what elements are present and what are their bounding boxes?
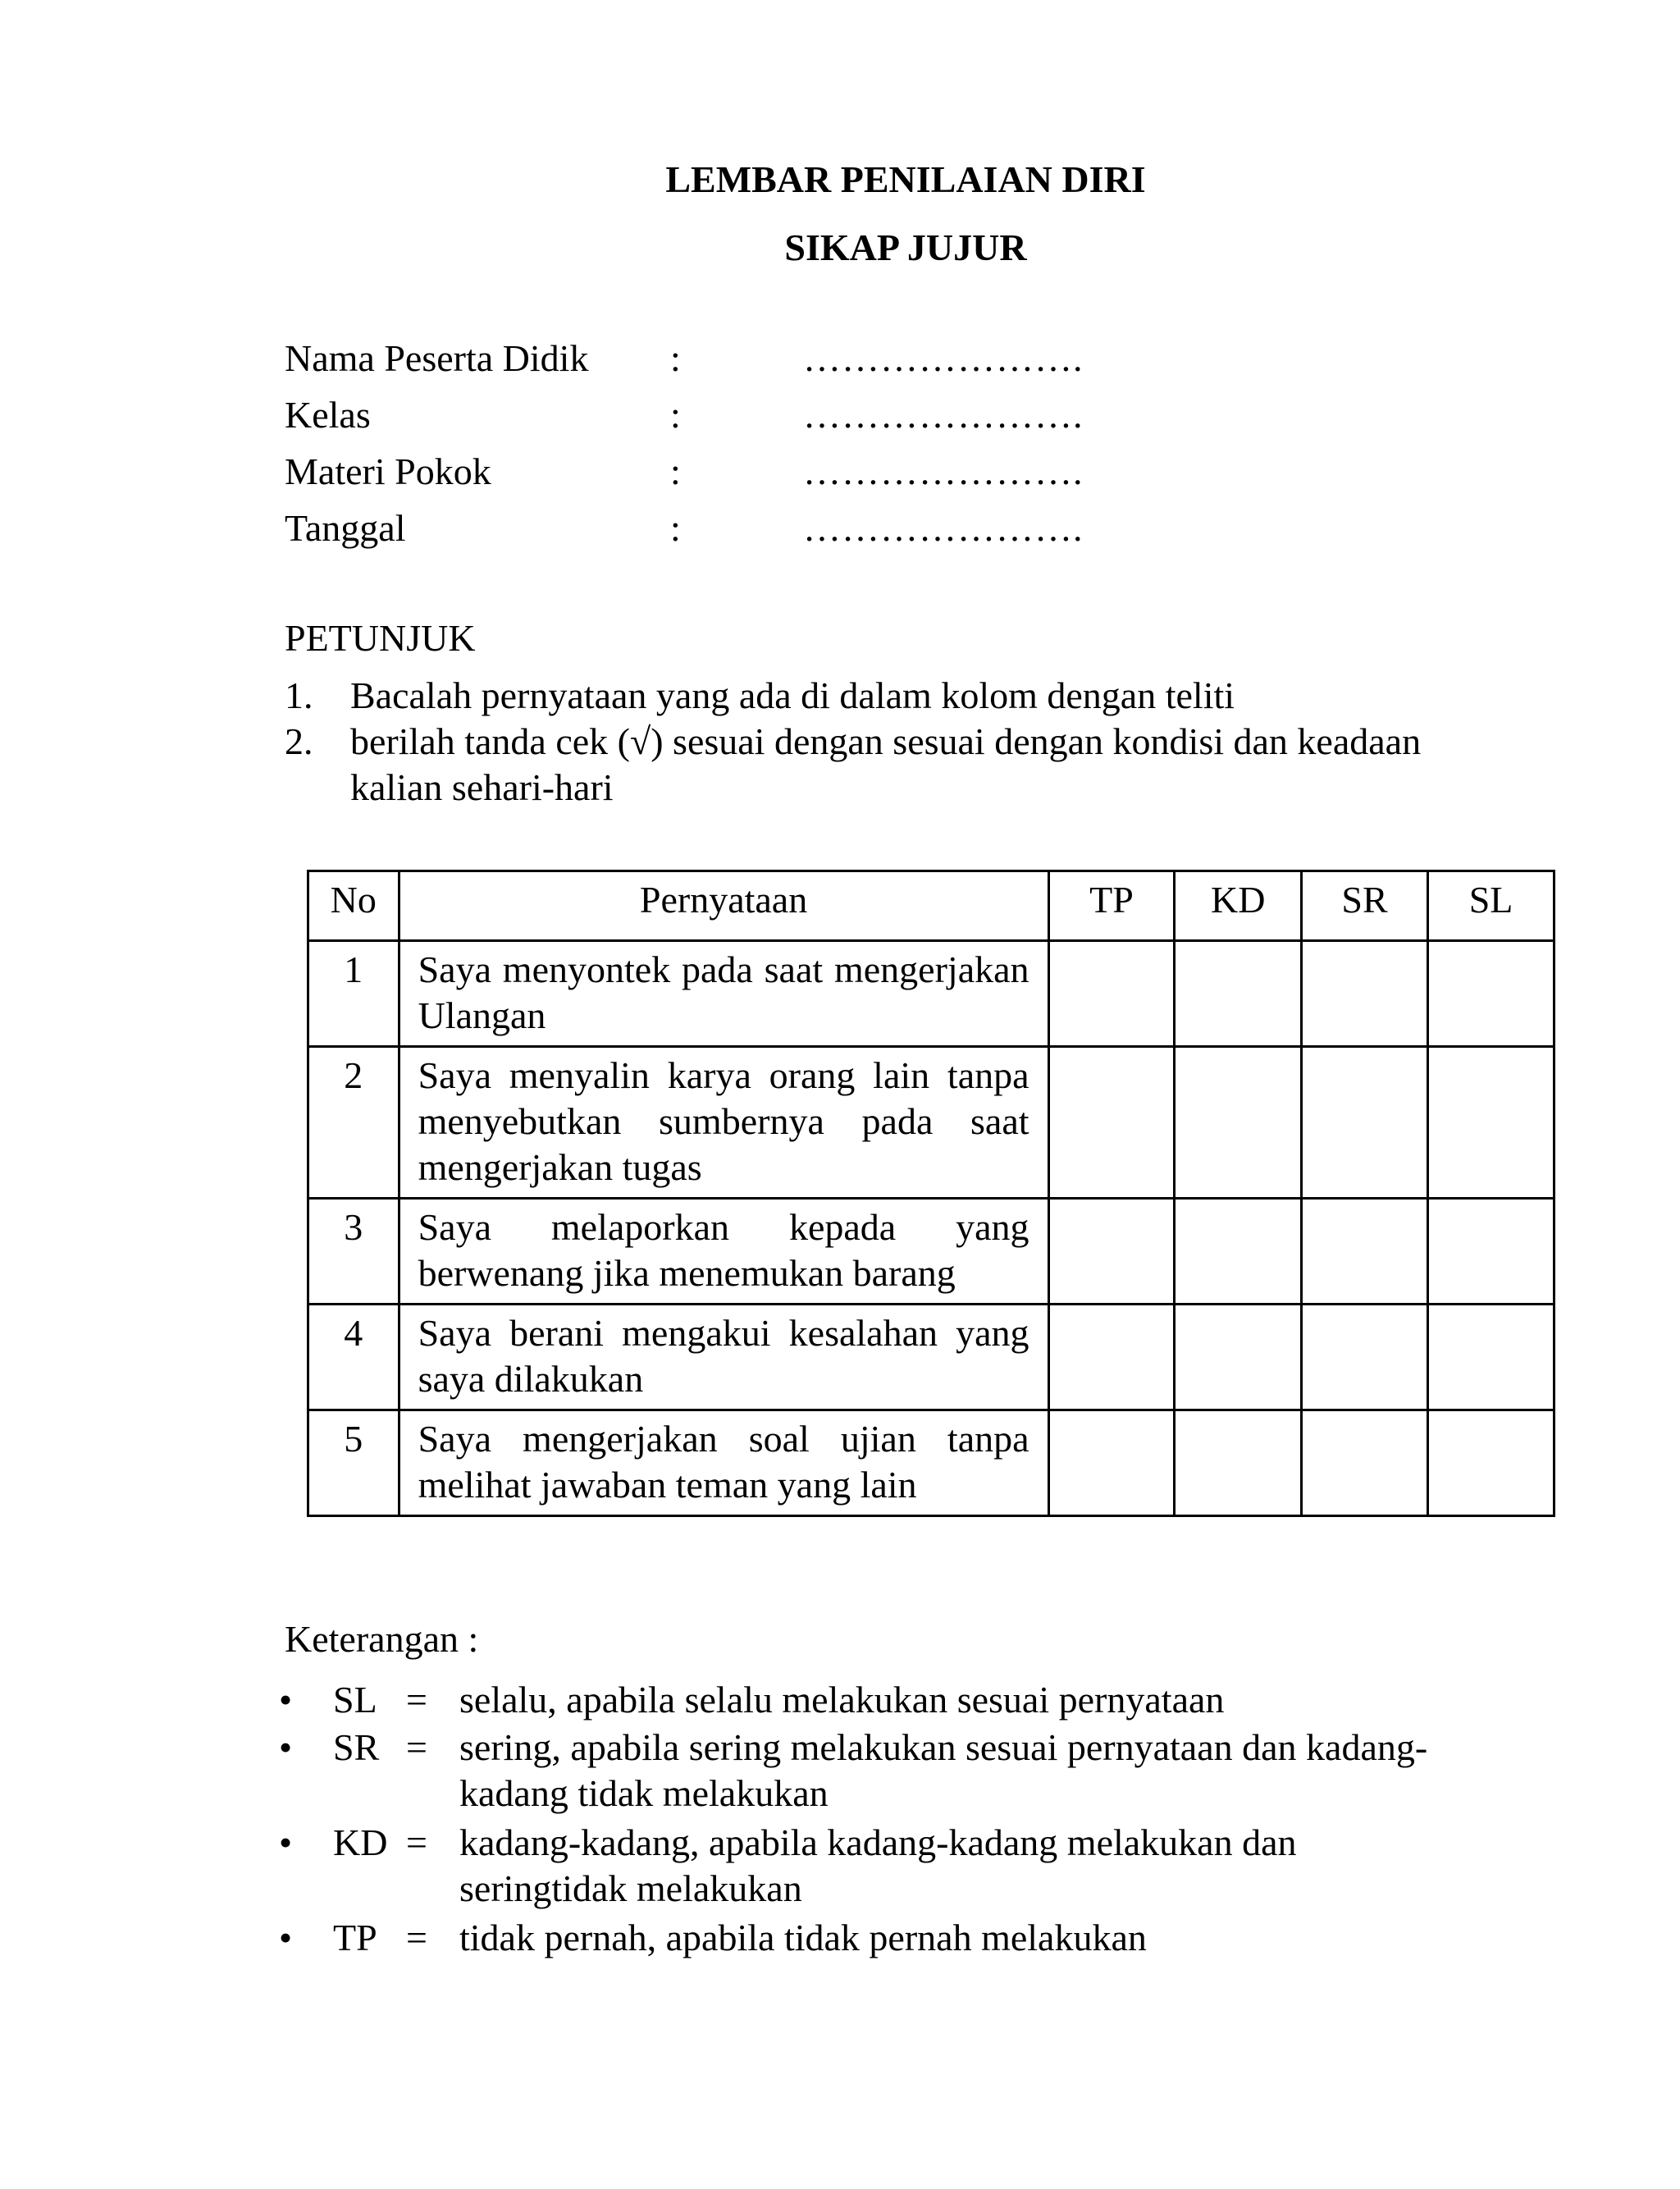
info-value-placeholder: …………………. <box>803 337 1084 379</box>
info-label: Tanggal <box>285 507 406 549</box>
table-header-row <box>308 871 1554 941</box>
check-cell-sl[interactable] <box>1428 1410 1554 1516</box>
legend-description: tidak pernah, apabila tidak pernah melakukan <box>459 1917 1147 1958</box>
document-subtitle: SIKAP JUJUR <box>784 226 1027 268</box>
check-cell-sr[interactable] <box>1302 941 1428 1047</box>
legend-description: sering, apabila sering melakukan sesuai pernyataan dan kadang-kadang tidak melakukan <box>459 1726 1428 1814</box>
petunjuk-heading: PETUNJUK <box>285 617 476 659</box>
header-tp: TP <box>1048 871 1175 941</box>
info-label: Kelas <box>285 394 371 436</box>
bullet-icon: • <box>279 1821 293 1863</box>
header-no: No <box>308 871 399 941</box>
check-cell-kd[interactable] <box>1175 1199 1302 1305</box>
bullet-icon: • <box>279 1726 293 1768</box>
check-cell-sl[interactable] <box>1428 1305 1554 1410</box>
check-cell-kd[interactable] <box>1175 1410 1302 1516</box>
check-cell-tp[interactable] <box>1048 1305 1175 1410</box>
header-kd: KD <box>1175 871 1302 941</box>
instruction-text: berilah tanda cek (√) sesuai dengan sesuai dengan kondisi dan keadaan kalian sehari-hari <box>350 720 1422 808</box>
info-value-placeholder: …………………. <box>803 507 1084 549</box>
legend-equals: = <box>406 1821 427 1863</box>
row-statement: Saya berani mengakui kesalahan yang saya dilakukan <box>399 1305 1048 1410</box>
row-statement: Saya mengerjakan soal ujian tanpa melihat jawaban teman yang lain <box>399 1410 1048 1516</box>
table-row <box>308 1047 1554 1199</box>
check-cell-sl[interactable] <box>1428 1047 1554 1199</box>
check-cell-kd[interactable] <box>1175 1305 1302 1410</box>
document-title: LEMBAR PENILAIAN DIRI <box>665 158 1146 200</box>
table-row <box>308 941 1554 1047</box>
row-number: 2 <box>308 1047 399 1199</box>
legend-equals: = <box>406 1679 427 1721</box>
check-cell-sl[interactable] <box>1428 1199 1554 1305</box>
check-cell-kd[interactable] <box>1175 941 1302 1047</box>
legend-equals: = <box>406 1917 427 1958</box>
legend-description: kadang-kadang, apabila kadang-kadang melakukan dan seringtidak melakukan <box>459 1821 1297 1909</box>
info-value-placeholder: …………………. <box>803 394 1084 436</box>
info-colon: : <box>670 394 681 436</box>
info-colon: : <box>670 337 681 379</box>
legend-abbr: SL <box>333 1679 377 1721</box>
legend-abbr: KD <box>333 1821 388 1863</box>
info-colon: : <box>670 450 681 492</box>
header-pernyataan: Pernyataan <box>399 871 1048 941</box>
table-row <box>308 1199 1554 1305</box>
check-cell-tp[interactable] <box>1048 1410 1175 1516</box>
instruction-text: Bacalah pernyataan yang ada di dalam kolom dengan teliti <box>350 674 1235 716</box>
row-number: 3 <box>308 1199 399 1305</box>
check-cell-sr[interactable] <box>1302 1047 1428 1199</box>
row-number: 5 <box>308 1410 399 1516</box>
row-number: 1 <box>308 941 399 1047</box>
keterangan-heading: Keterangan : <box>285 1618 479 1660</box>
legend-equals: = <box>406 1726 427 1768</box>
info-label: Materi Pokok <box>285 450 491 492</box>
bullet-icon: • <box>279 1917 293 1958</box>
table-row <box>308 1305 1554 1410</box>
check-cell-tp[interactable] <box>1048 1047 1175 1199</box>
self-assessment-table <box>307 870 1555 1517</box>
check-cell-sr[interactable] <box>1302 1199 1428 1305</box>
row-statement: Saya menyontek pada saat mengerjakan Ulangan <box>399 941 1048 1047</box>
legend-abbr: SR <box>333 1726 380 1768</box>
instruction-number: 2. <box>285 720 313 762</box>
check-cell-sr[interactable] <box>1302 1305 1428 1410</box>
table-row <box>308 1410 1554 1516</box>
bullet-icon: • <box>279 1679 293 1721</box>
row-number: 4 <box>308 1305 399 1410</box>
legend-description: selalu, apabila selalu melakukan sesuai pernyataan <box>459 1679 1225 1721</box>
legend-abbr: TP <box>333 1917 377 1958</box>
info-colon: : <box>670 507 681 549</box>
check-cell-sl[interactable] <box>1428 941 1554 1047</box>
instruction-number: 1. <box>285 674 313 716</box>
row-statement: Saya menyalin karya orang lain tanpa menyebutkan sumbernya pada saat mengerjakan tugas <box>399 1047 1048 1199</box>
check-cell-tp[interactable] <box>1048 941 1175 1047</box>
info-label: Nama Peserta Didik <box>285 337 589 379</box>
info-value-placeholder: …………………. <box>803 450 1084 492</box>
header-sl: SL <box>1428 871 1554 941</box>
header-sr: SR <box>1302 871 1428 941</box>
check-cell-kd[interactable] <box>1175 1047 1302 1199</box>
row-statement: Saya melaporkan kepada yang berwenang jika menemukan barang <box>399 1199 1048 1305</box>
check-cell-tp[interactable] <box>1048 1199 1175 1305</box>
check-cell-sr[interactable] <box>1302 1410 1428 1516</box>
